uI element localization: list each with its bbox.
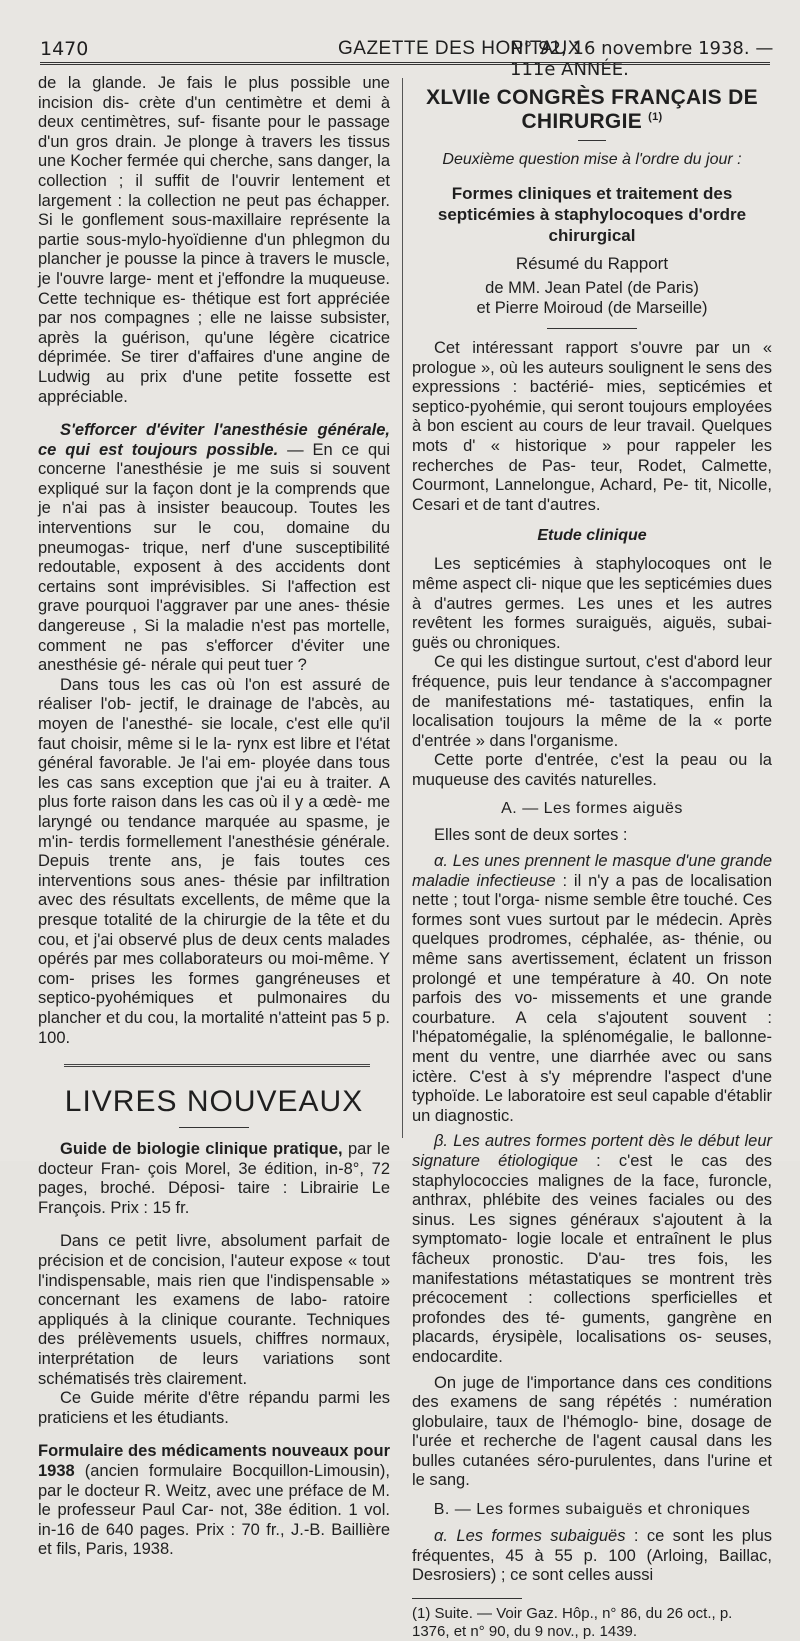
subsection-heading: B. — Les formes subaiguës et chroniques <box>433 1501 751 1519</box>
section-separator <box>64 1064 370 1067</box>
title-rule <box>179 1127 249 1128</box>
paragraph: Ce Guide mérite d'être répandu parmi les praticiens et les étudiants. <box>38 1389 390 1427</box>
issue-info: N° 92, 16 novembre 1938. — 111e ANNÉE. <box>510 38 774 80</box>
book-title: Guide de biologie clinique pratique, <box>60 1140 343 1159</box>
section-title: LIVRES NOUVEAUX <box>64 1085 364 1119</box>
header-rule <box>40 62 770 65</box>
section-heading: Etude clinique <box>537 527 647 545</box>
paragraph-text: : c'est le cas des staphylococcies malignes de la face, furoncle, anthrax, phlébite des veines faciales ou des sinus. Les signes généraux s'ajoutent à la symptomato- logie locale et entraînent le plus fâcheux pronostic. D'au- tres fois, les manifestations métastatiques se montrent très précocement : collections sperficielles et profondes des té- guments, gangrène en placards, érysipèle, localisations os- seuses, endocardite. <box>412 1151 772 1366</box>
lead-sentence: S'efforcer d'éviter l'anesthésie générale, ce qui est toujours possible. <box>38 421 390 459</box>
book-details: par le docteur Fran- çois Morel, 3e édition, in-8°, 72 pages, broché. Déposi- taire : Librairie Le François. Prix : 15 fr. <box>38 1140 391 1217</box>
paragraph: Dans tous les cas où l'on est assuré de réaliser l'ob- jectif, le drainage de l'abcès, au moyen de l'anesthé- sie locale, c'est elle qu'il faut choisir, même si le la- rynx est libre et l'état général favorable. Je l'ai em- ployée dans tous les cas sans exception que j'ai eu à traiter. A plus forte raison dans les cas où il y a œdè- me laryngé ou tendance marquée au spasme, je m'in- terdis formellement l'anesthésie générale. Depuis trente ans, je fais toutes ces interventions sous anes- thésie par infiltration avec des résultats excellents, de même que la presque totalité de la chirurgie de la tête et du cou, et j'ai observé plus de deux cents malades opérés par mes collaborateurs ou moi-même. Y com- prises les formes gangréneuses et septico-pyohémiques et pulmonaires du plancher et du cou, la mortalité n'atteint pas 5 p. 100. <box>38 675 390 1047</box>
authors-line-1: de MM. Jean Patel (de Paris) <box>485 279 699 297</box>
journal-title: GAZETTE DES HOPITAUX <box>338 38 581 59</box>
paragraph: Cette porte d'entrée, c'est la peau ou la muqueuse des cavités naturelles. <box>412 751 772 789</box>
italic-lead: β. Les autres formes portent dès le début leur signature étiologique <box>412 1132 772 1170</box>
report-title: Formes cliniques et traitement des septicémies à staphylocoques d'ordre chirurgical <box>437 184 747 245</box>
paragraph: Ce qui les distingue surtout, c'est d'abord leur fréquence, puis leur tendance à s'accompagner de manifestations mé- tastatiques, enfin la localisation toujours la même de la « porte d'entrée » dans l'organisme. <box>412 653 772 750</box>
page-number: 1470 <box>40 38 89 60</box>
book-entry <box>38 1140 390 1218</box>
italic-lead: α. Les formes subaiguës <box>434 1527 626 1546</box>
paragraph-text: — En ce qui concerne l'anesthésie je me suis si souvent expliqué sur la façon dont je la comprends que je n'ai pas à insister beaucoup. Toutes les interventions sur le cou, domaine du pneumogas- trique, nerf d'une susceptibilité redoutable, exposent à des accidents dont certains sont imprévisibles. Si l'affection est grave pourquoi l'aggraver par une anes- thésie dangereuse , Si la maladie n'est pas mortelle, comment ne pas s'efforcer d'éviter une anesthésie gé- nérale qui peut tuer ? <box>38 440 391 675</box>
page-header <box>0 0 800 80</box>
title-rule <box>578 140 606 141</box>
paragraph <box>412 852 772 1126</box>
paragraph: On juge de l'importance dans ces conditions des examens de sang répétés : numération globulaire, taux de l'hémoglo- bine, dosage de l'urée et recherche de l'agent causal dans les bulles cutanées séro-purulentes, dans l'urine et le sang. <box>412 1373 772 1490</box>
italic-lead: α. Les unes prennent le masque d'une grande maladie infectieuse <box>412 852 772 890</box>
paragraph: Les septicémies à staphylocoques ont le même aspect cli- nique que les septicémies dues à d'autres germes. Les unes et les autres revêtent les formes suraiguës, aiguës, subai- guës ou chroniques. <box>412 555 772 652</box>
footnote-rule <box>412 1598 522 1599</box>
congress-title <box>412 86 772 134</box>
paragraph: Cet intéressant rapport s'ouvre par un « prologue », où les auteurs soulignent le sens des expressions : bactérié- mies, septicémies et septico-pyohémie, qui seront toujours employées à bon escient au cours de leur travail. Quelques mots d' « historique » pour rappeler les recherches de Pas- teur, Rodet, Calmette, Courmont, Lannelongue, Achard, Pe- tit, Nicolle, Cesari et de tant d'autres. <box>412 339 772 514</box>
paragraph-text: : ce sont les plus fréquentes, 45 à 55 p. 100 (Arloing, Baillac, Desrosiers) ; ce sont celles aussi <box>412 1527 772 1585</box>
congress-title-text: XLVIIe CONGRÈS FRANÇAIS DE CHIRURGIE <box>426 86 758 133</box>
subsection-heading: A. — Les formes aiguës <box>501 800 683 818</box>
paragraph <box>38 421 390 676</box>
question-subtitle: Deuxième question mise à l'ordre du jour : <box>442 151 742 168</box>
paragraph: Elles sont de deux sortes : <box>434 826 628 845</box>
paragraph <box>412 1132 772 1367</box>
book-details: (ancien formulaire Bocquillon-Limousin), par le docteur R. Weitz, avec une préface de M. le professeur Paul Car- not, 38e édition. 1 vol. in-16 de 640 pages. Prix : 70 fr., J.-B. Baillière et fils, Paris, 1938. <box>38 1462 390 1559</box>
paragraph: de la glande. Je fais le plus possible une incision dis- crète d'un centimètre et demi à deux centimètres, suf- fisante pour le passage d'un gros drain. Je plonge à travers les tissus une Kocher fermée qui cherche, sans danger, la collection ; il suffit de l'ouvrir lentement et largement : la collection ne peut pas échapper. Si le gonflement sous-maxillaire représente la partie sous-mylo-hyoïdienne d'un phlegmon du plancher je pousse la pince à travers le muscle, je l'ouvre large- ment et j'effondre la muqueuse. Cette technique es- thétique est fort appréciée par nos compagnes ; elle ne laisse subsister, après la guérison, qu'une légère cicatrice déprimée. Se tirer d'affaires d'une angine de Ludwig au prix d'une petite fossette est appréciable. <box>38 74 390 406</box>
right-column <box>412 74 772 1641</box>
column-divider <box>402 78 403 1138</box>
paragraph <box>412 1527 772 1586</box>
book-title: Formulaire des médicaments nouveaux pour 1938 <box>38 1442 390 1480</box>
left-column <box>38 74 390 1560</box>
book-entry <box>38 1442 390 1560</box>
footnote-marker: (1) <box>648 111 663 123</box>
authors-line-2: et Pierre Moiroud (de Marseille) <box>476 299 708 317</box>
report-label: Résumé du Rapport <box>515 254 669 273</box>
paragraph: Dans ce petit livre, absolument parfait de précision et de concision, l'auteur expose « tout l'indispensable, mais rien que l'indispensable » concernant les examens de labo- ratoire appliqués à la clinique courante. Techniques des prélèvements usuels, chiffres normaux, interprétation de leurs variations sont schématisés très clairement. <box>38 1232 390 1388</box>
section-rule <box>547 328 637 329</box>
footnote: (1) Suite. — Voir Gaz. Hôp., n° 86, du 26 oct., p. 1376, et n° 90, du 9 nov., p. 1439. <box>412 1604 733 1640</box>
paragraph-text: : il n'y a pas de localisation nette ; tout l'orga- nisme semble être touché. Ces formes sont vues surtout par le médecin. Après quelques prodromes, céphalée, as- thénie, ou même sans avertissement, éclatent un frisson prolongé et une température à 40. On note parfois des vo- missements et une grande courbature. A cela s'ajoutent souvent : l'hépatomégalie, la splénomégalie, le ballonne- ment du ventre, une diarrhée avec ou sans ictère. C'est à s'y méprendre l'aspect d'une typhoïde. Le laboratoire est seul capable d'établir un diagnostic. <box>412 871 772 1125</box>
